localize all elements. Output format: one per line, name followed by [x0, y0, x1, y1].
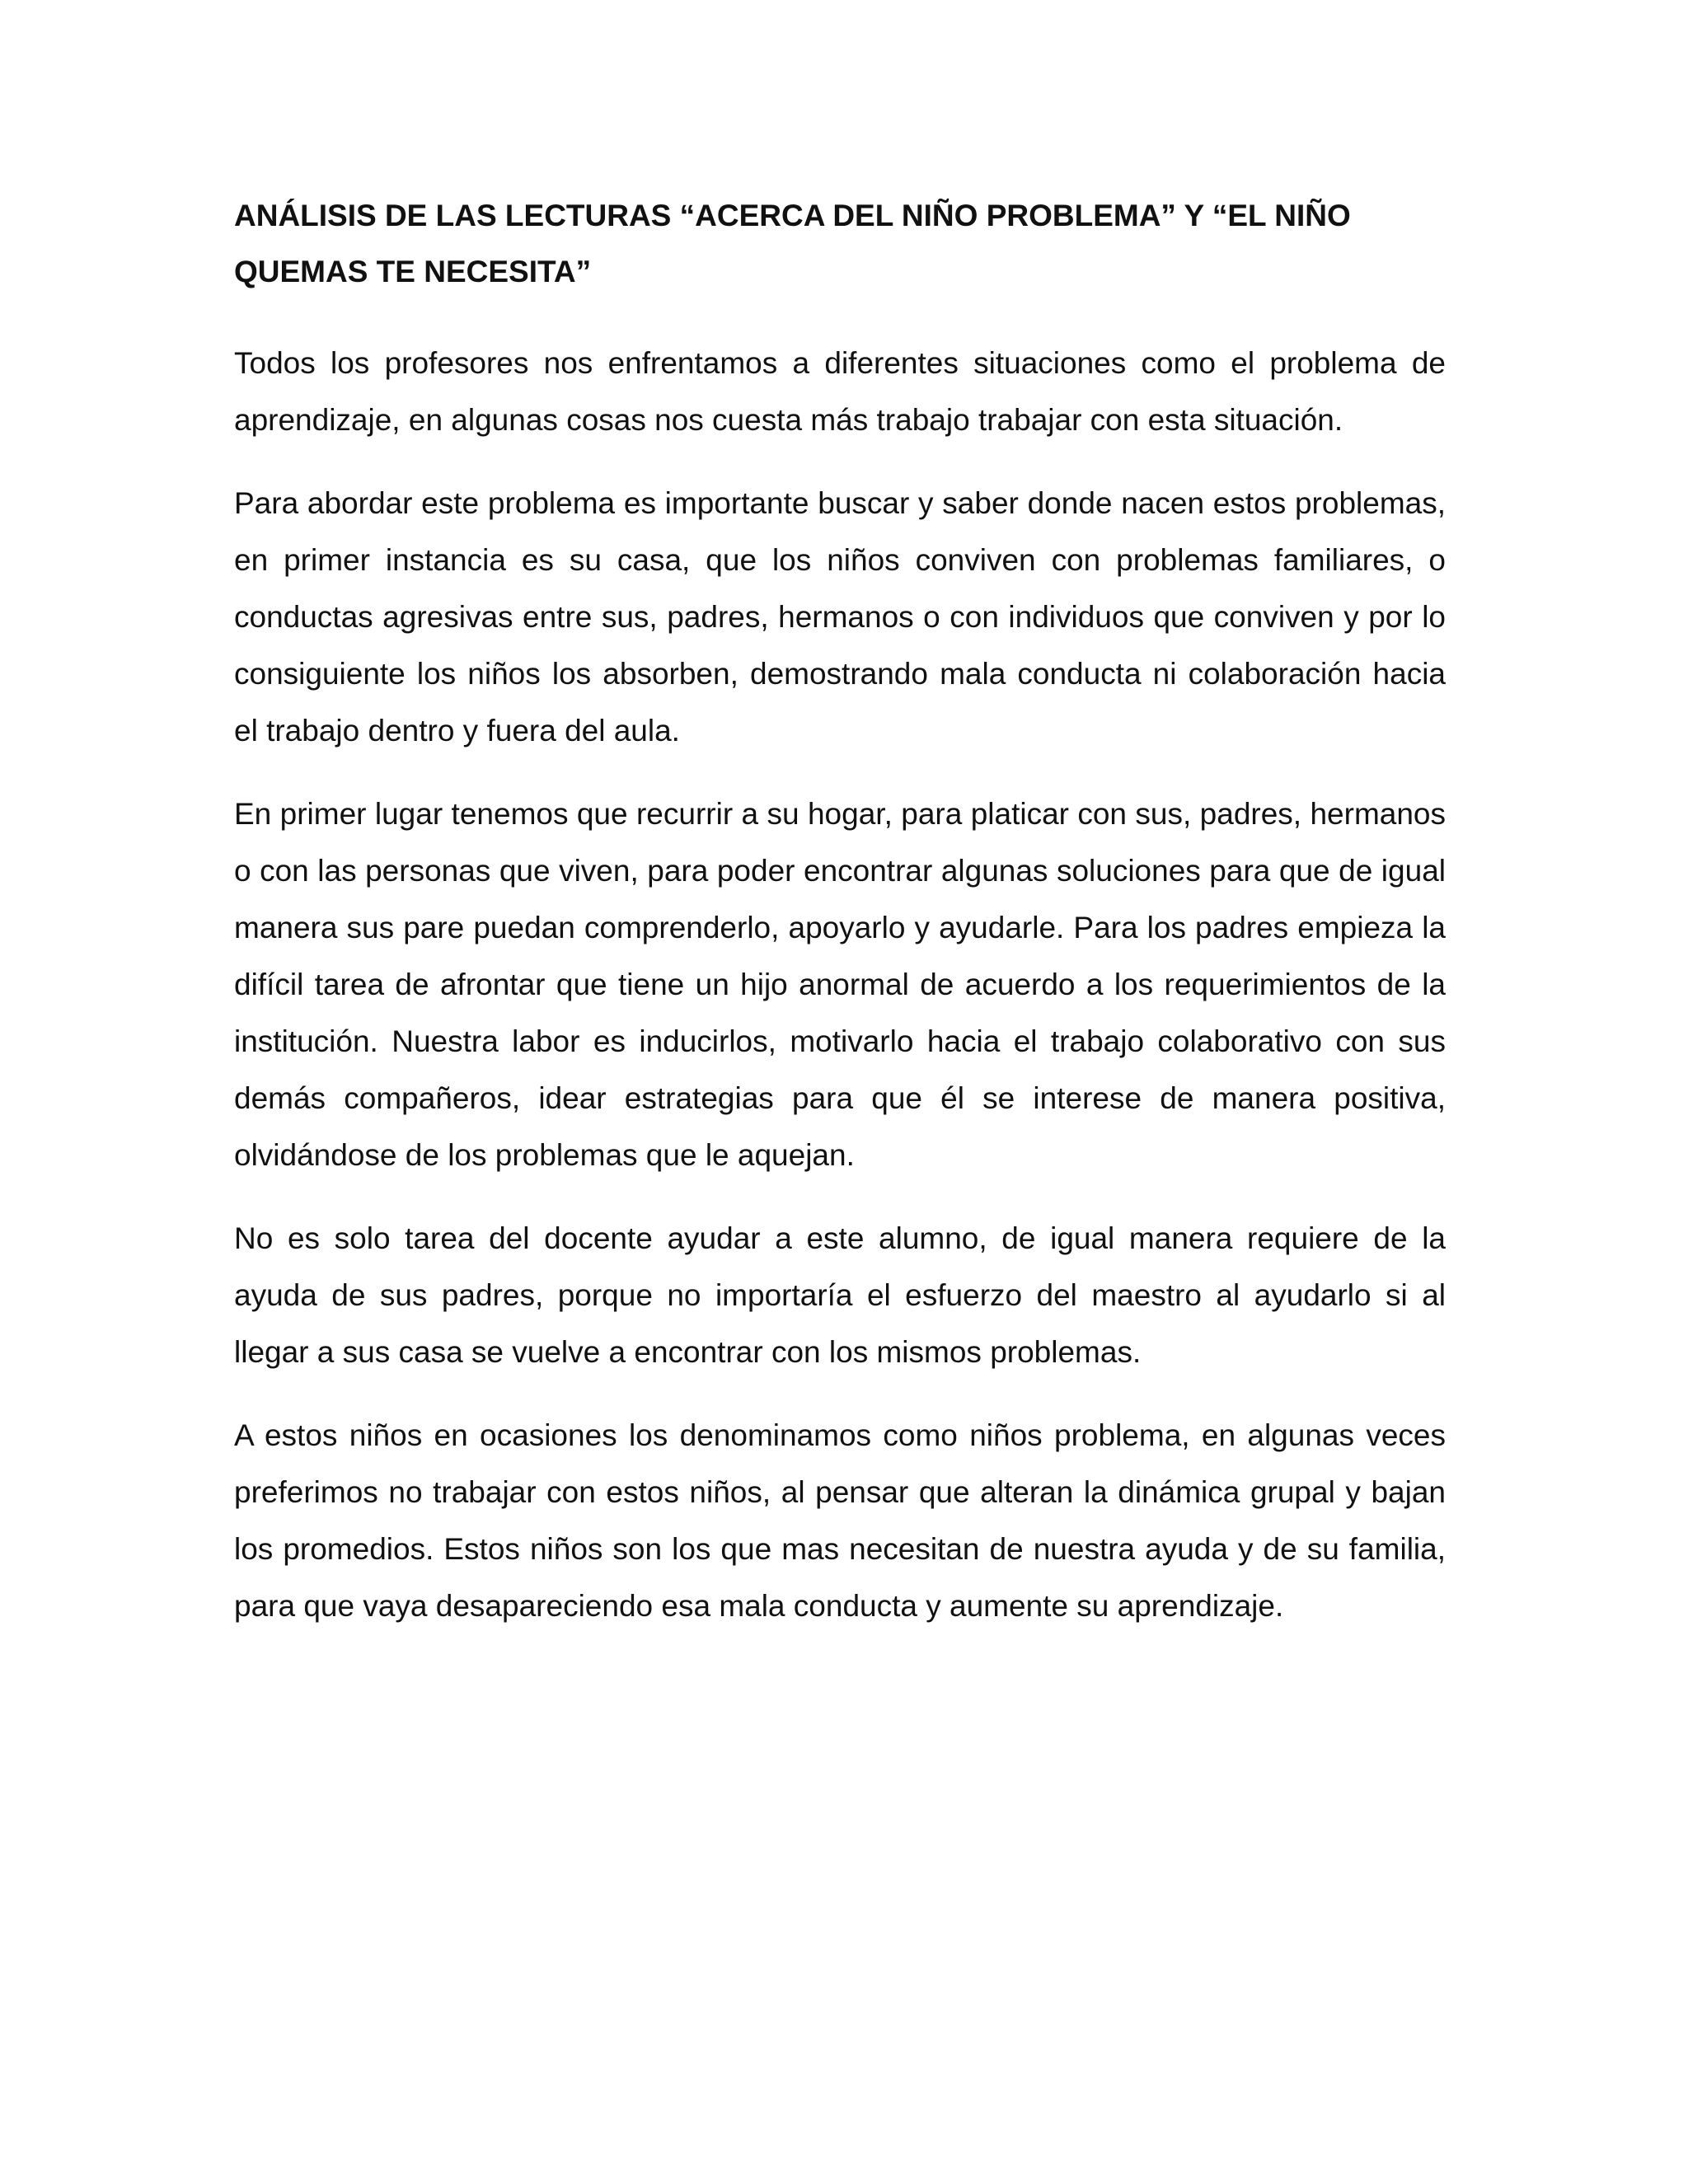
paragraph-5: A estos niños en ocasiones los denominamos como niños problema, en algunas veces preferimos no trabajar con estos niños, al pensar que alteran la dinámica grupal y bajan los promedios. Estos niños son los que mas necesitan de nuestra ayuda y de su familia, para que vaya desapareciendo esa mala conducta y aumente su aprendizaje. [234, 1418, 1446, 1623]
paragraph-3: En primer lugar tenemos que recurrir a su hogar, para platicar con sus, padres, hermanos o con las personas que viven, para poder encontrar algunas soluciones para que de igual manera sus pare puedan comprenderlo, apoyarlo y ayudarle. Para los padres empieza la difícil tarea de afrontar que tiene un hijo anormal de acuerdo a los requerimientos de la institución. Nuestra labor es inducirlos, motivarlo hacia el trabajo colaborativo con sus demás compañeros, idear estrategias para que él se interese de manera positiva, olvidándose de los problemas que le aquejan. [234, 797, 1446, 1172]
paragraph-1: Todos los profesores nos enfrentamos a diferentes situaciones como el problema de aprendizaje, en algunas cosas nos cuesta más trabajo trabajar con esta situación. [234, 346, 1446, 437]
paragraph-2: Para abordar este problema es importante buscar y saber donde nacen estos problemas, en primer instancia es su casa, que los niños conviven con problemas familiares, o conductas agresivas entre sus, padres, hermanos o con individuos que conviven y por lo consiguiente los niños los absorben, demostrando mala conducta ni colaboración hacia el trabajo dentro y fuera del aula. [234, 486, 1446, 748]
paragraph-4: No es solo tarea del docente ayudar a este alumno, de igual manera requiere de la ayuda de sus padres, porque no importaría el esfuerzo del maestro al ayudarlo si al llegar a sus casa se vuelve a encontrar con los mismos problemas. [234, 1221, 1446, 1369]
document-title: ANÁLISIS DE LAS LECTURAS “ACERCA DEL NIÑO PROBLEMA” Y “EL NIÑO QUEMAS TE NECESITA” [234, 199, 1351, 288]
document-body [234, 188, 1446, 1661]
